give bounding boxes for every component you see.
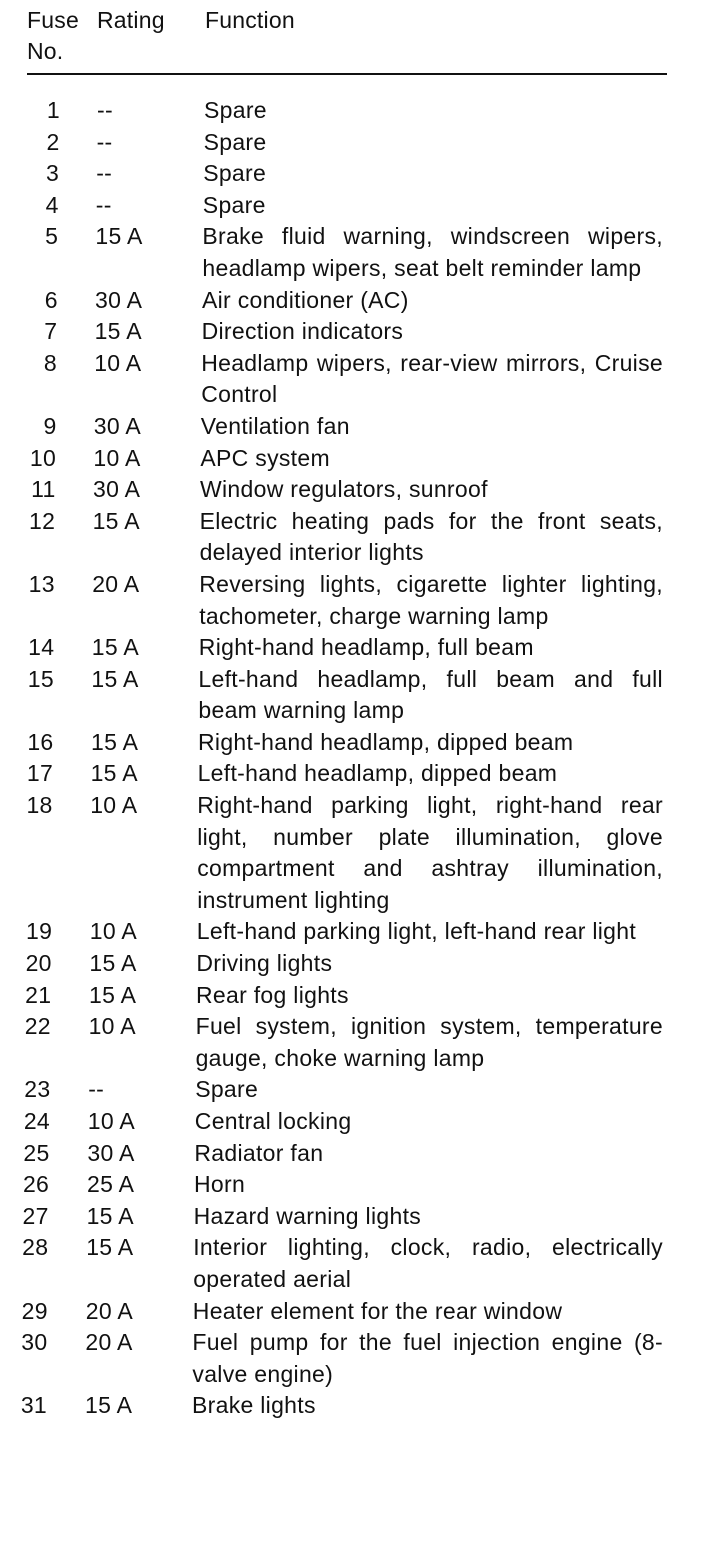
fuse-number: 25 [23,1139,50,1166]
fuse-function: Window regulators, sunroof [200,476,488,503]
fuse-function: Central locking [194,1108,352,1134]
fuse-rating: 15 A [85,1392,133,1419]
fuse-function: Hazard warning lights [193,1202,422,1229]
table-row [0,727,704,759]
fuse-number: 22 [24,1013,51,1040]
fuse-rating: 10 A [90,792,138,819]
table-row [0,980,704,1012]
table-row [0,285,704,317]
fuse-number: 8 [43,349,57,376]
fuse-rating: 30 A [93,412,142,439]
fuse-function: Ventilation fan [200,412,350,439]
fuse-rating: 10 A [93,444,141,471]
fuse-number: 14 [28,634,55,661]
fuse-function: Driving lights [196,950,333,977]
fuse-function: Rear fog lights [196,981,349,1008]
fuse-function: APC system [200,444,330,471]
table-row [0,1201,704,1233]
fuse-function: Horn [194,1171,246,1198]
table-row [0,1296,704,1328]
fuse-function: Brake fluid warning, windscreen wipers, headlamp wipers, seat belt reminder lamp [202,223,663,281]
fuse-function: Right-hand headlamp, dipped beam [198,728,574,755]
fuse-rating: 20 A [85,1297,134,1324]
fuse-rating: 15 A [86,1234,134,1261]
table-row [0,474,704,506]
fuse-rating: 15 A [86,1202,134,1229]
fuse-table-body [0,95,704,1422]
fuse-rating: 15 A [91,728,139,755]
fuse-function: Brake lights [192,1392,316,1419]
fuse-function: Spare [203,160,267,187]
fuse-function: Headlamp wipers, rear-view mirrors, Cruise Control [201,349,663,408]
fuse-function: Heater element for the rear window [192,1297,563,1324]
table-row [0,1074,704,1106]
fuse-rating: 20 A [85,1329,133,1356]
fuse-rating: 15 A [90,760,138,787]
fuse-number: 10 [29,444,57,471]
fuse-rating: 25 A [87,1171,135,1198]
column-header-function: Function [205,7,295,33]
fuse-function: Left-hand parking light, left-hand rear light [196,918,637,945]
fuse-rating: 10 A [88,1013,136,1040]
table-row [0,506,704,569]
fuse-number: 23 [24,1076,51,1103]
table-row [0,443,704,475]
fuse-rating: 10 A [89,918,138,945]
fuse-number: 5 [45,223,59,250]
fuse-rating: -- [88,1076,105,1103]
fuse-number: 11 [31,476,56,503]
fuse-function: Left-hand headlamp, full beam and full beam warning lamp [198,665,663,724]
fuse-rating: 10 A [94,349,142,376]
fuse-number: 29 [21,1297,48,1324]
table-row [0,916,704,948]
table-row [0,1232,704,1295]
fuse-rating: 15 A [95,223,143,250]
fuse-rating: 15 A [91,665,139,692]
fuse-rating: 15 A [91,634,140,661]
fuse-number: 21 [25,981,52,1008]
table-row [0,316,704,348]
fuse-rating: 30 A [95,286,143,313]
table-row [0,1138,704,1170]
fuse-number: 15 [27,665,54,692]
fuse-function: Reversing lights, cigarette lighter lighting, tachometer, charge warning lamp [199,570,663,629]
fuse-number: 18 [26,792,53,819]
table-row [0,411,704,443]
column-header-rating: Rating [97,7,165,33]
fuse-number: 16 [27,728,54,755]
table-row [0,758,704,790]
fuse-rating: 20 A [92,570,140,597]
fuse-function: Right-hand headlamp, full beam [198,634,534,661]
fuse-function: Air conditioner (AC) [202,286,409,313]
fuse-number: 7 [44,318,58,345]
fuse-number: 30 [21,1329,48,1356]
column-header-fuse-no: Fuse No. [27,7,79,64]
fuse-rating: -- [96,128,113,155]
fuse-rating: 15 A [89,950,137,977]
table-row [0,632,704,664]
fuse-function: Right-hand parking light, right-hand rear light, number plate illumination, glove compartment and ashtray illumination, instrument lighting [197,792,663,913]
fuse-number: 6 [44,286,58,313]
fuse-rating: -- [95,191,112,218]
fuse-number: 13 [28,570,55,597]
fuse-rating: -- [96,160,113,187]
fuse-number: 2 [46,128,60,155]
fuse-rating: 15 A [92,507,140,534]
fuse-number: 9 [43,412,57,439]
fuse-function: Fuel system, ignition system, temperature gauge, choke warning lamp [195,1013,663,1071]
table-row [0,127,704,159]
table-row [0,1106,704,1138]
fuse-number: 1 [46,97,60,123]
table-row [0,948,704,980]
table-row [0,1327,704,1390]
fuse-rating: 30 A [87,1139,135,1166]
table-row [0,221,704,284]
table-row [0,1011,704,1074]
fuse-number: 26 [22,1171,50,1198]
table-row [0,569,704,632]
fuse-function: Spare [204,97,267,123]
fuse-rating: -- [97,97,113,123]
fuse-function: Spare [195,1076,259,1103]
fuse-number: 31 [20,1392,47,1419]
fuse-function: Interior lighting, clock, radio, electrically operated aerial [193,1234,663,1292]
fuse-number: 3 [46,160,60,187]
table-row [0,348,704,411]
fuse-function: Spare [203,128,267,155]
fuse-function: Left-hand headlamp, dipped beam [197,760,558,787]
table-row [0,95,704,127]
fuse-number: 17 [26,760,54,787]
fuse-rating: 10 A [87,1108,136,1134]
header-divider [27,73,667,75]
fuse-rating: 15 A [89,981,137,1008]
fuse-number: 12 [29,507,56,534]
table-row [0,190,704,222]
table-row [0,158,704,190]
table-row [0,664,704,727]
fuse-function: Fuel pump for the fuel injection engine (8-valve engine) [192,1329,663,1387]
fuse-function: Direction indicators [201,318,404,345]
fuse-number: 19 [26,918,53,945]
fuse-number: 24 [23,1108,51,1134]
table-row [0,1169,704,1201]
fuse-function: Electric heating pads for the front seats, delayed interior lights [199,507,663,566]
fuse-rating: 30 A [93,476,141,503]
fuse-function: Radiator fan [194,1139,324,1166]
fuse-number: 27 [22,1202,49,1229]
fuse-number: 28 [22,1234,49,1261]
fuse-rating: 15 A [94,318,142,345]
table-row [0,1390,704,1422]
fuse-number: 4 [45,191,59,218]
fuse-function: Spare [202,191,266,218]
fuse-number: 20 [25,950,52,977]
table-row [0,790,704,916]
